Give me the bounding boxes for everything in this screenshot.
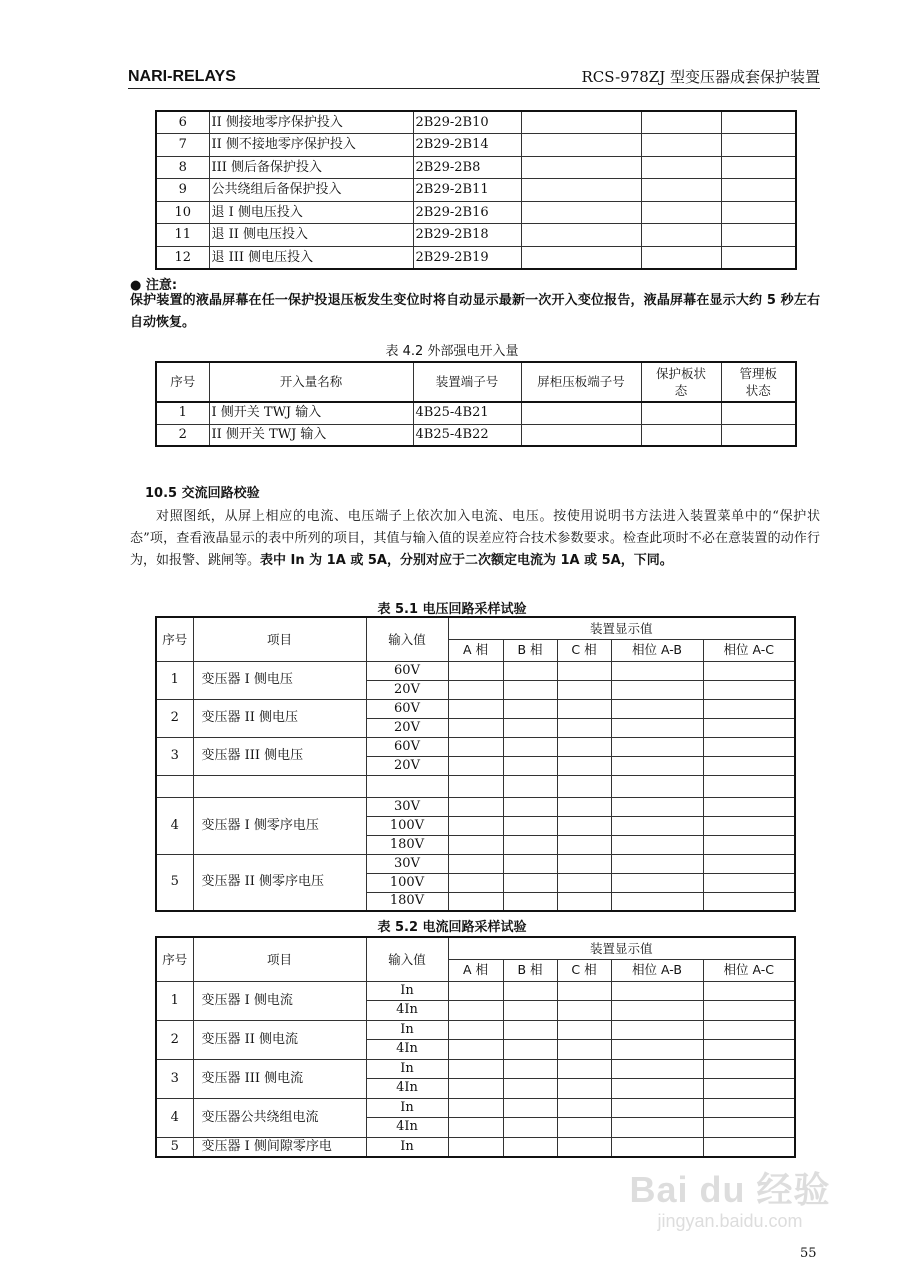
table51-caption: 表 5.1 电压回路采样试验 (377, 602, 527, 617)
table-cell (721, 179, 796, 202)
input-value: In (366, 1137, 448, 1157)
table-cell: 2B29-2B10 (413, 111, 521, 134)
table-cell (703, 756, 795, 775)
current-sampling-table (155, 936, 796, 1158)
table-cell (703, 854, 795, 873)
item-name: 变压器 I 侧间隙零序电 (193, 1137, 366, 1157)
table-cell (503, 699, 557, 718)
table-cell (503, 1001, 557, 1021)
table-cell (448, 1040, 503, 1060)
table-cell (721, 111, 796, 134)
table-cell: 7 (156, 134, 209, 157)
table-cell (557, 854, 611, 873)
table-cell (557, 756, 611, 775)
table42-caption: 表 4.2 外部强电开入量 (385, 344, 519, 359)
table-cell (503, 661, 557, 680)
header-row (156, 362, 796, 402)
table-cell (521, 201, 641, 224)
table-cell (448, 816, 503, 835)
column-header: 开入量名称 (209, 362, 413, 402)
table-cell (611, 775, 703, 797)
header-row (156, 617, 795, 639)
note-text: 保护装置的液晶屏幕在任一保护投退压板发生变位时将自动显示最新一次开入变位报告，液晶屏幕在显示大约 5 秒左右自动恢复。 (130, 293, 820, 330)
table-cell (703, 1020, 795, 1040)
table-cell (557, 737, 611, 756)
table-row (156, 134, 796, 157)
table-cell (448, 756, 503, 775)
row-number: 3 (156, 737, 193, 775)
table-cell (641, 424, 721, 446)
table-cell (557, 718, 611, 737)
input-value: 4In (366, 1040, 448, 1060)
table-row (156, 854, 795, 873)
row-number: 4 (156, 797, 193, 854)
document-title: RCS-978ZJ 型变压器成套保护装置 (581, 68, 820, 86)
table-cell (703, 981, 795, 1001)
table-cell (703, 661, 795, 680)
table-cell: 2B29-2B11 (413, 179, 521, 202)
column-header: 输入值 (366, 937, 448, 981)
table-cell (503, 1079, 557, 1099)
table-cell (557, 873, 611, 892)
input-value: In (366, 1098, 448, 1118)
column-header: 序号 (156, 362, 209, 402)
header-divider (128, 88, 820, 89)
table-cell (721, 224, 796, 247)
table-cell (703, 775, 795, 797)
table-cell (521, 247, 641, 270)
table-cell (611, 1059, 703, 1079)
column-header: A 相 (448, 959, 503, 981)
table-cell (448, 981, 503, 1001)
table-cell (557, 892, 611, 911)
input-value: In (366, 981, 448, 1001)
table-cell (611, 892, 703, 911)
table-cell (448, 1137, 503, 1157)
table-cell: 1 (156, 402, 209, 424)
table-row (156, 1137, 795, 1157)
table-cell (611, 797, 703, 816)
input-value: 20V (366, 718, 448, 737)
table-cell (557, 1079, 611, 1099)
table-cell: 6 (156, 111, 209, 134)
table-cell (557, 1118, 611, 1138)
table-cell (557, 1137, 611, 1157)
input-value: 180V (366, 835, 448, 854)
input-value: 4In (366, 1118, 448, 1138)
table-cell: 公共绕组后备保护投入 (209, 179, 413, 202)
column-header: 序号 (156, 617, 193, 661)
table-cell: 2B29-2B14 (413, 134, 521, 157)
table-cell (703, 816, 795, 835)
column-header: A 相 (448, 639, 503, 661)
table-row (156, 424, 796, 446)
table-row (156, 1098, 795, 1118)
input-table-continued (155, 110, 797, 270)
table-cell: 4B25-4B22 (413, 424, 521, 446)
table-cell (611, 680, 703, 699)
input-value: 20V (366, 680, 448, 699)
table-cell (641, 111, 721, 134)
table-row (156, 797, 795, 816)
table-cell (557, 797, 611, 816)
header-row (156, 937, 795, 959)
table-cell (521, 156, 641, 179)
table-cell (641, 179, 721, 202)
table-cell (641, 134, 721, 157)
table-row (156, 111, 796, 134)
table-cell (503, 797, 557, 816)
table-row (156, 1020, 795, 1040)
row-number: 2 (156, 1020, 193, 1059)
table-cell (557, 699, 611, 718)
table-cell: 退 I 侧电压投入 (209, 201, 413, 224)
column-header: 相位 A-B (611, 639, 703, 661)
table-cell (703, 1118, 795, 1138)
column-header: 装置显示值 (448, 617, 795, 639)
table-cell (503, 816, 557, 835)
table-cell (703, 797, 795, 816)
table-cell (703, 718, 795, 737)
input-value: 180V (366, 892, 448, 911)
input-value: 20V (366, 756, 448, 775)
table-row (156, 247, 796, 270)
table-cell (521, 134, 641, 157)
table-cell: 退 III 侧电压投入 (209, 247, 413, 270)
table-cell (557, 835, 611, 854)
table-cell (641, 201, 721, 224)
table-cell (503, 737, 557, 756)
table-cell (448, 661, 503, 680)
table-cell (557, 1020, 611, 1040)
table-cell (703, 680, 795, 699)
table-row (156, 402, 796, 424)
row-number: 3 (156, 1059, 193, 1098)
item-name (193, 775, 366, 797)
table-cell (448, 775, 503, 797)
table-cell: 10 (156, 201, 209, 224)
item-name: 变压器 I 侧电压 (193, 661, 366, 699)
row-number: 4 (156, 1098, 193, 1137)
table-cell (611, 1118, 703, 1138)
table-cell (448, 1020, 503, 1040)
table-cell (448, 699, 503, 718)
input-value: 60V (366, 737, 448, 756)
table-cell (721, 424, 796, 446)
table-cell (721, 402, 796, 424)
table-cell (448, 873, 503, 892)
table-cell (448, 892, 503, 911)
table-cell (721, 134, 796, 157)
table-cell: III 侧后备保护投入 (209, 156, 413, 179)
table-cell (557, 775, 611, 797)
table-cell (703, 835, 795, 854)
table-cell (503, 892, 557, 911)
table-cell (448, 1059, 503, 1079)
table-cell (611, 737, 703, 756)
table-cell (557, 680, 611, 699)
table-row (156, 1059, 795, 1079)
column-header: 装置端子号 (413, 362, 521, 402)
table-row (156, 156, 796, 179)
table-cell (503, 981, 557, 1001)
table-cell (611, 1001, 703, 1021)
table-cell (721, 247, 796, 270)
table-cell (557, 816, 611, 835)
table-row (156, 775, 795, 797)
row-number: 5 (156, 854, 193, 911)
column-header: 序号 (156, 937, 193, 981)
table-cell (448, 1079, 503, 1099)
table-cell (503, 1137, 557, 1157)
table-cell: 8 (156, 156, 209, 179)
table-cell (611, 1020, 703, 1040)
table-cell (611, 756, 703, 775)
table-cell (703, 1079, 795, 1099)
table-cell (448, 737, 503, 756)
table-cell (503, 1020, 557, 1040)
row-number: 1 (156, 981, 193, 1020)
table-cell (557, 1001, 611, 1021)
item-name: 变压器 III 侧电压 (193, 737, 366, 775)
table-cell: 2B29-2B18 (413, 224, 521, 247)
table-cell (521, 402, 641, 424)
table-cell (503, 854, 557, 873)
para-text: 对照图纸，从屏上相应的电流、电压端子上依次加入电流、电压。按使用说明书方法进入装置菜单中的“保护状态”项，查看液晶显示的表中所列的项目，其值与输入值的误差应符合技术参数要求。检查此项时不必在意装置的动作行为，如报警、跳闸等。 (130, 509, 820, 568)
table-cell (703, 699, 795, 718)
table-cell: II 侧开关 TWJ 输入 (209, 424, 413, 446)
column-header: 输入值 (366, 617, 448, 661)
baidu-watermark (600, 1170, 860, 1232)
note-label: 注意: (145, 278, 178, 293)
column-header: 屏柜压板端子号 (521, 362, 641, 402)
table-cell: II 侧不接地零序保护投入 (209, 134, 413, 157)
table-cell (611, 661, 703, 680)
table-cell: I 侧开关 TWJ 输入 (209, 402, 413, 424)
table-cell (641, 156, 721, 179)
table-cell (721, 201, 796, 224)
table-cell (557, 981, 611, 1001)
table-cell (521, 224, 641, 247)
column-header: 项目 (193, 617, 366, 661)
brand-logo: NARI-RELAYS (128, 68, 236, 85)
table-cell (503, 1098, 557, 1118)
input-value: In (366, 1020, 448, 1040)
table-cell: 2 (156, 424, 209, 446)
column-header: C 相 (557, 639, 611, 661)
table-cell (703, 1059, 795, 1079)
table-cell (641, 402, 721, 424)
input-value: 30V (366, 854, 448, 873)
table-cell (503, 873, 557, 892)
table52-caption: 表 5.2 电流回路采样试验 (377, 920, 527, 935)
table-row (156, 224, 796, 247)
input-value: 4In (366, 1079, 448, 1099)
table-cell (611, 816, 703, 835)
table-row (156, 737, 795, 756)
table-cell (703, 873, 795, 892)
para-note: 表中 In 为 1A 或 5A，分别对应于二次额定电流为 1A 或 5A，下同。 (260, 553, 673, 568)
table-row (156, 661, 795, 680)
page-number: 55 (800, 1246, 817, 1261)
table-cell (503, 775, 557, 797)
table-cell (703, 737, 795, 756)
table-cell (503, 680, 557, 699)
input-value: 4In (366, 1001, 448, 1021)
table-cell: 11 (156, 224, 209, 247)
table-cell (557, 1098, 611, 1118)
table-row (156, 981, 795, 1001)
voltage-sampling-table (155, 616, 796, 912)
column-header: C 相 (557, 959, 611, 981)
item-name: 变压器 I 侧电流 (193, 981, 366, 1020)
table-cell (703, 1001, 795, 1021)
table-cell: 4B25-4B21 (413, 402, 521, 424)
input-value: 60V (366, 699, 448, 718)
note-heading: ● 注意: (130, 278, 178, 293)
table-cell (611, 1098, 703, 1118)
table-cell (503, 835, 557, 854)
table-cell (503, 756, 557, 775)
item-name: 变压器 II 侧电压 (193, 699, 366, 737)
table-cell (557, 1059, 611, 1079)
table-cell (557, 1040, 611, 1060)
table-cell (448, 1118, 503, 1138)
table-cell (641, 224, 721, 247)
table-cell (611, 873, 703, 892)
table-cell: 9 (156, 179, 209, 202)
input-value: 100V (366, 873, 448, 892)
table-cell (448, 854, 503, 873)
table-cell (521, 424, 641, 446)
table-cell (448, 797, 503, 816)
item-name: 变压器公共绕组电流 (193, 1098, 366, 1137)
table-cell (448, 1098, 503, 1118)
table-cell (503, 1040, 557, 1060)
table-cell (521, 179, 641, 202)
table-cell (611, 1137, 703, 1157)
table-cell (448, 718, 503, 737)
table-cell (503, 718, 557, 737)
table-cell (611, 981, 703, 1001)
table-cell (611, 854, 703, 873)
input-value: 30V (366, 797, 448, 816)
table-cell (448, 1001, 503, 1021)
input-value: 100V (366, 816, 448, 835)
table-cell (611, 718, 703, 737)
table-cell (611, 1040, 703, 1060)
item-name: 变压器 II 侧电流 (193, 1020, 366, 1059)
section-paragraph (130, 506, 820, 572)
table-cell (448, 680, 503, 699)
table-cell (503, 1118, 557, 1138)
table-cell (703, 1137, 795, 1157)
section-heading: 10.5 交流回路校验 (145, 486, 260, 501)
table-cell (557, 661, 611, 680)
table-row (156, 179, 796, 202)
table-cell (611, 835, 703, 854)
table-cell: 2B29-2B16 (413, 201, 521, 224)
watermark-url: jingyan.baidu.com (657, 1211, 803, 1231)
row-number: 5 (156, 1137, 193, 1157)
table-cell: 2B29-2B8 (413, 156, 521, 179)
input-value: 60V (366, 661, 448, 680)
column-header: 保护板状态 (641, 362, 721, 402)
column-header: 相位 A-B (611, 959, 703, 981)
external-input-table (155, 361, 797, 447)
table-cell (448, 835, 503, 854)
column-header: 相位 A-C (703, 959, 795, 981)
column-header: 装置显示值 (448, 937, 795, 959)
table-cell: 2B29-2B19 (413, 247, 521, 270)
row-number: 2 (156, 699, 193, 737)
table-cell (521, 111, 641, 134)
row-number (156, 775, 193, 797)
table-cell (503, 1059, 557, 1079)
column-header: 相位 A-C (703, 639, 795, 661)
table-cell (703, 1098, 795, 1118)
item-name: 变压器 II 侧零序电压 (193, 854, 366, 911)
input-value: In (366, 1059, 448, 1079)
table-cell (611, 1079, 703, 1099)
table-cell (641, 247, 721, 270)
table-cell (703, 892, 795, 911)
input-value (366, 775, 448, 797)
table-cell: 12 (156, 247, 209, 270)
table-cell: 退 II 侧电压投入 (209, 224, 413, 247)
table-cell: II 侧接地零序保护投入 (209, 111, 413, 134)
row-number: 1 (156, 661, 193, 699)
column-header: B 相 (503, 959, 557, 981)
item-name: 变压器 III 侧电流 (193, 1059, 366, 1098)
table-cell (611, 699, 703, 718)
table-cell (703, 1040, 795, 1060)
watermark-text: Bai du 经验 (629, 1169, 831, 1210)
table-row (156, 699, 795, 718)
item-name: 变压器 I 侧零序电压 (193, 797, 366, 854)
table-cell (721, 156, 796, 179)
column-header: 项目 (193, 937, 366, 981)
column-header: 管理板状态 (721, 362, 796, 402)
column-header: B 相 (503, 639, 557, 661)
table-row (156, 201, 796, 224)
